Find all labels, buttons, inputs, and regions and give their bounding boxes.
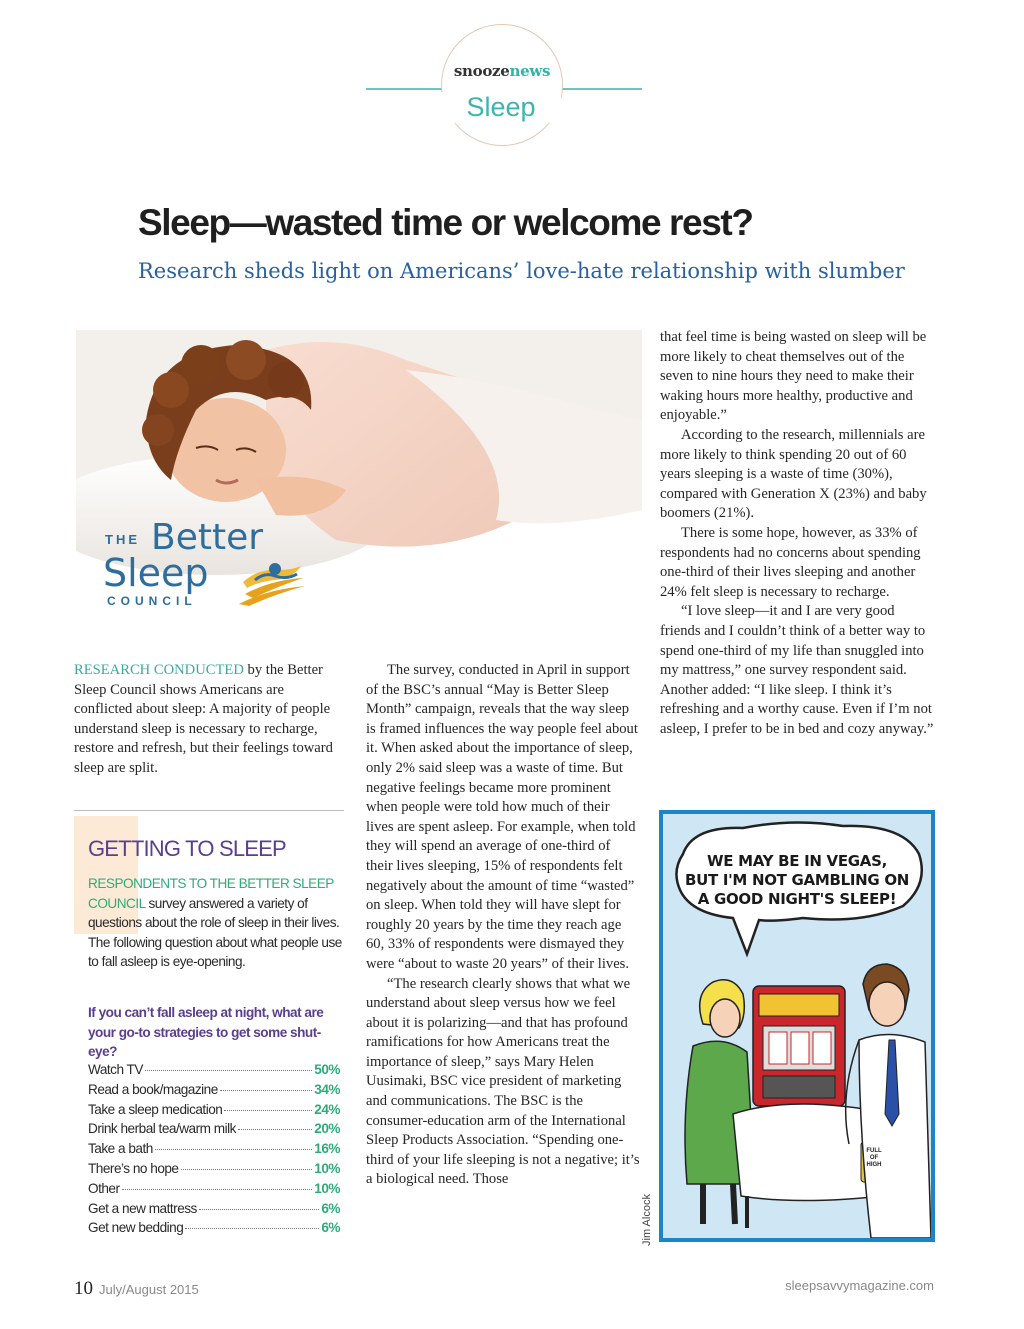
list-item xyxy=(88,1121,340,1141)
list-item-value: 6% xyxy=(321,1220,340,1236)
list-item-value: 10% xyxy=(314,1180,340,1196)
body-paragraph: There is some hope, however, as 33% of respondents had no concerns about spending one-third of their lives sleeping and another 24% felt sleep is necessary to recharge. xyxy=(660,524,921,600)
body-paragraph: that feel time is being wasted on sleep will be more likely to cheat themselves out of the seven to nine hours they need to make their waking hours more healthy, productive and enjoyable.” xyxy=(660,329,927,424)
sleeping-figure-logo-icon xyxy=(235,560,307,608)
list-item xyxy=(88,1161,340,1181)
cartoon-caption-line: BUT I'M NOT GAMBLING ON xyxy=(684,871,910,889)
logo-better: Better xyxy=(151,517,264,558)
bed-tag-label: FULL OF HIGH xyxy=(866,1148,882,1168)
list-item-label: Take a bath xyxy=(88,1141,153,1157)
page-folio xyxy=(74,1278,199,1300)
sidebar-intro-text: survey answered a variety of questions about the role of sleep in their lives. The following question about what people use to fall asleep is eye-opening. xyxy=(88,895,342,970)
list-item xyxy=(88,1201,340,1221)
leader-dots xyxy=(238,1129,312,1130)
leader-dots xyxy=(122,1189,313,1190)
list-item-value: 34% xyxy=(314,1081,340,1097)
logo-council: COUNCIL xyxy=(107,594,197,608)
list-item-value: 10% xyxy=(314,1160,340,1176)
list-item xyxy=(88,1082,340,1102)
body-paragraph: “I love sleep—it and I are very good friends and I couldn’t think of a better way to spend one-third of my life than snuggled into my mattress,” one survey respondent said. Another added: “I like sleep. I think it’s refreshing and a worthy cause. Even if I’m not asleep, I prefer to be in bed and cozy anyway.” xyxy=(660,603,934,737)
body-paragraph: According to the research, millennials are more likely to think spending 20 out of 60 years sleeping is a waste of time (30%), compared with Generation X (23%) and baby boomers (21%). xyxy=(660,426,927,522)
masthead-brand xyxy=(441,62,563,80)
section-label: Sleep xyxy=(441,92,561,123)
vegas-cartoon xyxy=(659,810,935,1242)
sidebar-divider xyxy=(74,810,344,811)
article-deck: Research sheds light on Americans’ love-hate relationship with slumber xyxy=(138,259,905,283)
sidebar-intro xyxy=(88,874,344,972)
leader-dots xyxy=(145,1070,312,1071)
brand-snooze: snooze xyxy=(453,62,510,80)
list-item-label: Take a sleep medication xyxy=(88,1101,223,1117)
list-item-label: There’s no hope xyxy=(88,1160,179,1176)
intro-lead-in: RESEARCH CONDUCTED xyxy=(74,662,244,678)
intro-text: by the Better Sleep Council shows Americans are conflicted about sleep: A majority of people understand sleep is necessary to recharge, restore and refresh, but their feelings toward sleep are split. xyxy=(74,662,333,776)
sidebar-question: If you can’t fall asleep at night, what are your go-to strategies to get some shut-eye? xyxy=(88,1005,324,1060)
website-url: sleepsavvymagazine.com xyxy=(785,1278,934,1293)
better-sleep-council-logo xyxy=(103,517,303,612)
article-column-2 xyxy=(366,661,640,1190)
leader-dots xyxy=(185,1228,319,1229)
leader-dots xyxy=(224,1110,312,1111)
list-item xyxy=(88,1102,340,1122)
brand-news: news xyxy=(509,62,551,80)
list-item xyxy=(88,1220,340,1240)
strategy-list xyxy=(88,1062,340,1240)
cartoon-caption-line: WE MAY BE IN VEGAS, xyxy=(706,852,888,870)
list-item xyxy=(88,1141,340,1161)
body-paragraph: “The research clearly shows that what we understand about sleep versus how we feel about it is polarizing—and that has profound ramifications for how Americans treat the importance of sleep,” says Mary Helen Uusimaki, BSC vice president of marketing and communications. The BSC is the consumer-education arm of the International Sleep Products Association. “Spending one-third of your life sleeping is not a negative; it’s a biological need. Those xyxy=(366,975,640,1188)
logo-the: THE xyxy=(105,532,140,547)
leader-dots xyxy=(199,1209,319,1210)
list-item-label: Get new bedding xyxy=(88,1220,184,1236)
list-item-value: 50% xyxy=(314,1062,340,1077)
cartoon-panel xyxy=(663,814,931,1238)
list-item-label: Get a new mattress xyxy=(88,1200,197,1216)
list-item-label: Other xyxy=(88,1180,120,1196)
sidebar-intro-lead-in: RESPONDENTS TO THE BETTER SLEEP COUNCIL xyxy=(88,876,334,911)
logo-sleep: Sleep xyxy=(103,551,209,595)
cartoon-caption-line: A GOOD NIGHT'S SLEEP! xyxy=(697,890,897,908)
issue-date: July/August 2015 xyxy=(99,1282,199,1297)
article-headline: Sleep—wasted time or welcome rest? xyxy=(138,202,753,243)
leader-dots xyxy=(155,1149,312,1150)
article-column-3 xyxy=(660,328,936,739)
leader-dots xyxy=(181,1169,313,1170)
body-paragraph: The survey, conducted in April in support of the BSC’s annual “May is Better Sleep Month” campaign, reveals that the way sleep is framed influences the way people feel about it. When asked about the importance of sleep, only 2% said sleep was a waste of time. But negative feelings became more prominent when people were told how much of their lives are spent asleep. For example, when told they will spend an average of one-third of their lives sleeping, 15% of respondents felt negatively about the amount of time “wasted” on sleep. When told they will have slept for roughly 20 years by the time they reach age 60, 33% of respondents were dismayed they were “about to waste 20 years” of their lives. xyxy=(366,662,638,972)
list-item-value: 24% xyxy=(314,1101,340,1117)
cartoon-caption xyxy=(673,852,921,909)
article-column-1 xyxy=(74,661,342,779)
list-item-label: Drink herbal tea/warm milk xyxy=(88,1121,236,1137)
list-item xyxy=(88,1062,340,1082)
page-number: 10 xyxy=(74,1278,93,1299)
intro-paragraph xyxy=(74,661,342,779)
list-item-value: 6% xyxy=(321,1200,340,1216)
leader-dots xyxy=(220,1090,312,1091)
list-item-label: Read a book/magazine xyxy=(88,1081,218,1097)
list-item-value: 20% xyxy=(314,1121,340,1137)
list-item-label: Watch TV xyxy=(88,1062,143,1077)
masthead-circle xyxy=(441,24,563,146)
list-item-value: 16% xyxy=(314,1141,340,1157)
sidebar-title: GETTING TO SLEEP xyxy=(88,836,286,861)
list-item xyxy=(88,1181,340,1201)
